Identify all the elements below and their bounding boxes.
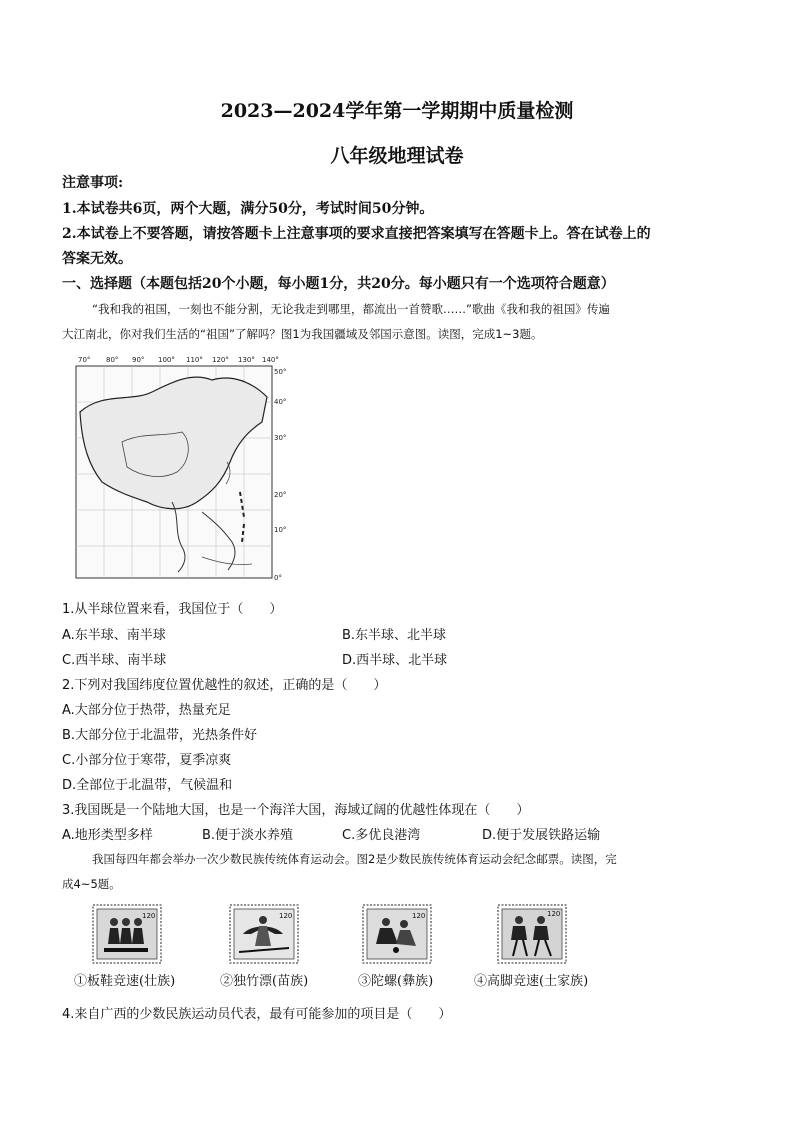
lat-label: 10° bbox=[274, 526, 286, 534]
q3-option-b: B.便于淡水养殖 bbox=[202, 828, 294, 843]
question-2: 2.下列对我国纬度位置优越性的叙述，正确的是（ ） bbox=[62, 678, 387, 693]
stamp-caption-4: ④高脚竞速(土家族) bbox=[474, 974, 589, 989]
stamp-image bbox=[229, 904, 299, 964]
q3-option-a: A.地形类型多样 bbox=[62, 828, 153, 843]
lat-label: 50° bbox=[274, 368, 286, 376]
lon-label: 100° bbox=[158, 356, 175, 364]
svg-text:120: 120 bbox=[412, 912, 426, 920]
q2-option-c: C.小部分位于寒带，夏季凉爽 bbox=[62, 753, 232, 768]
lat-label: 20° bbox=[274, 491, 286, 499]
intro2-line-2: 成4~5题。 bbox=[62, 877, 121, 891]
notice-heading: 注意事项: bbox=[62, 175, 124, 191]
q3-option-d: D.便于发展铁路运输 bbox=[482, 828, 601, 843]
exam-subtitle: 八年级地理试卷 bbox=[330, 145, 464, 167]
lon-label: 90° bbox=[132, 356, 145, 364]
lat-label: 0° bbox=[274, 574, 282, 582]
svg-text:120: 120 bbox=[547, 910, 561, 918]
q2-option-d: D.全部位于北温带，气候温和 bbox=[62, 778, 233, 793]
q3-option-c: C.多优良港湾 bbox=[342, 828, 421, 843]
notice-item-1: 1.本试卷共6页，两个大题，满分50分，考试时间50分钟。 bbox=[62, 201, 434, 217]
svg-text:120: 120 bbox=[279, 912, 293, 920]
stamp-image bbox=[362, 904, 432, 964]
stamp-image bbox=[497, 904, 567, 964]
notice-item-2-cont: 答案无效。 bbox=[62, 251, 132, 267]
stamps-figure bbox=[62, 900, 612, 992]
intro-line-1: “我和我的祖国，一刻也不能分割，无论我走到哪里，都流出一首赞歌……”歌曲《我和我的祖国》传遍 bbox=[92, 302, 610, 316]
notice-item-2: 2.本试卷上不要答题，请按答题卡上注意事项的要求直接把答案填写在答题卡上。答在试卷上的 bbox=[62, 226, 651, 242]
lon-label: 120° bbox=[212, 356, 229, 364]
lat-label: 30° bbox=[274, 434, 286, 442]
intro2-line-1: 我国每四年都会举办一次少数民族传统体育运动会。图2是少数民族传统体育运动会纪念邮票。读图，完 bbox=[92, 852, 617, 866]
stamp-caption-1: ①板鞋竞速(壮族) bbox=[74, 974, 176, 989]
question-1: 1.从半球位置来看，我国位于（ ） bbox=[62, 602, 283, 617]
q2-option-b: B.大部分位于北温带，光热条件好 bbox=[62, 728, 258, 743]
q2-option-a: A.大部分位于热带，热量充足 bbox=[62, 703, 231, 718]
q1-option-c: C.西半球、南半球 bbox=[62, 653, 167, 668]
q1-option-b: B.东半球、北半球 bbox=[342, 628, 447, 643]
intro-line-2: 大江南北，你对我们生活的“祖国”了解吗？图1为我国疆域及邻国示意图。读图，完成1~3题。 bbox=[62, 327, 543, 341]
exam-title: 2023—2024学年第一学期期中质量检测 bbox=[220, 100, 574, 122]
question-4: 4.来自广西的少数民族运动员代表，最有可能参加的项目是（ ） bbox=[62, 1007, 452, 1022]
stamp-caption-2: ②独竹漂(苗族) bbox=[220, 974, 309, 989]
stamp-caption-3: ③陀螺(彝族) bbox=[358, 974, 434, 989]
lat-label: 40° bbox=[274, 398, 286, 406]
section-heading: 一、选择题（本题包括20个小题，每小题1分，共20分。每小题只有一个选项符合题意） bbox=[62, 276, 615, 292]
china-territory-map bbox=[62, 352, 286, 588]
stamp-image bbox=[92, 904, 162, 964]
lon-label: 110° bbox=[186, 356, 203, 364]
lon-label: 80° bbox=[106, 356, 119, 364]
q1-option-a: A.东半球、南半球 bbox=[62, 628, 166, 643]
lon-label: 70° bbox=[78, 356, 91, 364]
svg-text:120: 120 bbox=[142, 912, 156, 920]
q1-option-d: D.西半球、北半球 bbox=[342, 653, 448, 668]
question-3: 3.我国既是一个陆地大国，也是一个海洋大国，海域辽阔的优越性体现在（ ） bbox=[62, 803, 530, 818]
lon-label: 140° bbox=[262, 356, 279, 364]
lon-label: 130° bbox=[238, 356, 255, 364]
